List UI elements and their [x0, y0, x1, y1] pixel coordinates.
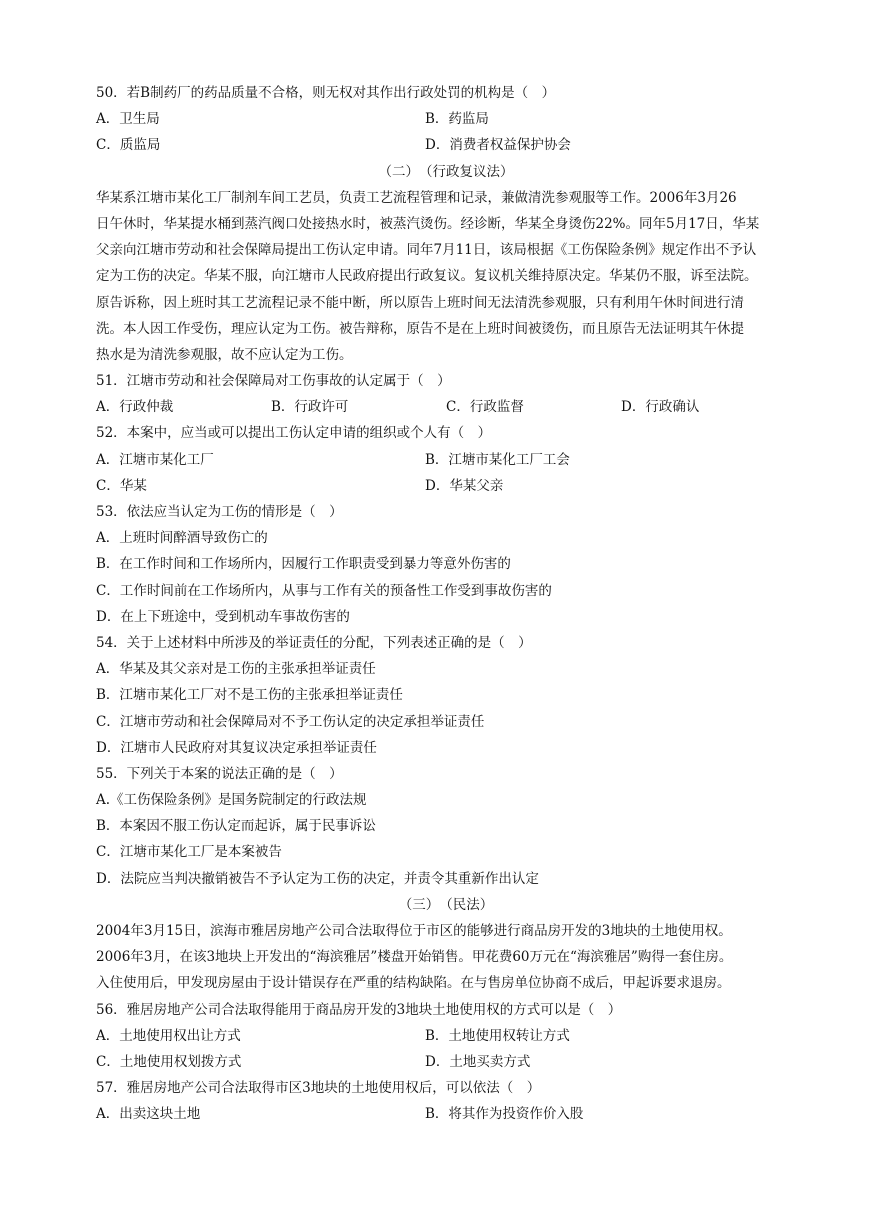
- question-55-option-c: C．江塘市某化工厂是本案被告: [96, 844, 282, 861]
- question-57-option-a: A．出卖这块土地: [96, 1106, 201, 1123]
- question-57-stem: 57．雅居房地产公司合法取得市区3地块的土地使用权后，可以依法（ ）: [96, 1080, 541, 1097]
- section-2-passage: [96, 185, 796, 368]
- passage-line: 洗。本人因工作受伤，理应认定为工伤。被告辩称，原告不是在上班时间被烫伤，而且原告无法证明其午休提: [96, 320, 744, 337]
- question-50-options-row-1: [96, 106, 796, 132]
- question-50-option-a: A．卫生局: [96, 111, 160, 128]
- question-55-option-d: D．法院应当判决撤销被告不予认定为工伤的决定，并责令其重新作出认定: [96, 870, 539, 887]
- question-50-option-b: B．药监局: [425, 111, 489, 128]
- question-54-option-c: C．江塘市劳动和社会保障局对不予工伤认定的决定承担举证责任: [96, 713, 485, 730]
- question-52-options-row-1: [96, 447, 796, 473]
- question-52-option-c: C．华某: [96, 477, 147, 494]
- question-56-stem: 56．雅居房地产公司合法取得能用于商品房开发的3地块土地使用权的方式可以是（ ）: [96, 1001, 622, 1018]
- passage-line: 2004年3月15日，滨海市雅居房地产公司合法取得位于市区的能够进行商品房开发的3地块的土地使用权。: [96, 923, 732, 939]
- passage-line: 2006年3月，在该3地块上开发出的“海滨雅居”楼盘开始销售。甲花费60万元在“海滨雅居”购得一套住房。: [96, 949, 733, 966]
- question-56-options-row-1: [96, 1023, 796, 1049]
- question-52-option-b: B．江塘市某化工厂工会: [425, 451, 570, 468]
- question-51-option-c: C．行政监督: [446, 399, 524, 416]
- passage-line: 父亲向江塘市劳动和社会保障局提出工伤认定申请。同年7月11日，该局根据《工伤保险条例》规定作出不予认: [96, 242, 757, 259]
- question-52-option-a: A．江塘市某化工厂: [96, 451, 214, 468]
- question-54-stem: 54．关于上述材料中所涉及的举证责任的分配，下列表述正确的是（ ）: [96, 634, 532, 651]
- question-50-option-d: D．消费者权益保护协会: [425, 137, 571, 154]
- question-55-option-b: B．本案因不服工伤认定而起诉，属于民事诉讼: [96, 818, 376, 835]
- question-54-option-d: D．江塘市人民政府对其复议决定承担举证责任: [96, 739, 377, 756]
- question-53-option-c: C．工作时间前在工作场所内，从事与工作有关的预备性工作受到事故伤害的: [96, 582, 552, 599]
- question-52-option-d: D．华某父亲: [425, 477, 504, 494]
- question-57-option-b: B．将其作为投资作价入股: [425, 1106, 584, 1123]
- question-53-stem: 53．依法应当认定为工伤的情形是（ ）: [96, 504, 343, 520]
- question-56-option-d: D．土地买卖方式: [425, 1053, 531, 1070]
- question-51-option-b: B．行政许可: [271, 399, 349, 416]
- question-52-stem: 52．本案中，应当或可以提出工伤认定申请的组织或个人有（ ）: [96, 425, 492, 442]
- section-3-title: （三） （民法）: [398, 896, 494, 913]
- question-51-options-row: [96, 394, 796, 420]
- section-2-title: （二） （行政复议法）: [378, 163, 514, 180]
- question-50-option-c: C．质监局: [96, 137, 161, 154]
- question-54-option-b: B．江塘市某化工厂对不是工伤的主张承担举证责任: [96, 687, 403, 704]
- question-56-options-row-2: [96, 1049, 796, 1075]
- question-51-stem: 51．江塘市劳动和社会保障局对工伤事故的认定属于（ ）: [96, 373, 451, 390]
- passage-line: 入住使用后，甲发现房屋由于设计错误存在严重的结构缺陷。在与售房单位协商不成后，甲起诉要求退房。: [96, 975, 731, 992]
- passage-line: 热水是为清洗参观服，故不应认定为工伤。: [96, 346, 353, 363]
- passage-line: 原告诉称，因上班时其工艺流程记录不能中断，所以原告上班时间无法清洗参观服，只有利用午休时间进行清: [96, 294, 744, 311]
- passage-line: 定为工伤的决定。华某不服，向江塘市人民政府提出行政复议。复议机关维持原决定。华某仍不服，诉至法院。: [96, 268, 758, 285]
- question-57-options-row-1: [96, 1101, 796, 1127]
- question-50-options-row-2: [96, 132, 796, 158]
- question-53-option-b: B．在工作时间和工作场所内，因履行工作职责受到暴力等意外伤害的: [96, 556, 511, 573]
- question-53-option-d: D．在上下班途中，受到机动车事故伤害的: [96, 608, 350, 625]
- question-56-option-a: A．土地使用权出让方式: [96, 1027, 241, 1044]
- exam-page: [96, 80, 796, 1128]
- question-54-option-a: A．华某及其父亲对是工伤的主张承担举证责任: [96, 661, 376, 678]
- question-55-option-a: A.《工伤保险条例》是国务院制定的行政法规: [96, 792, 367, 809]
- question-55-stem: 55．下列关于本案的说法正确的是（ ）: [96, 765, 343, 782]
- question-51-option-d: D．行政确认: [621, 399, 700, 416]
- question-56-option-b: B．土地使用权转让方式: [425, 1027, 570, 1044]
- passage-line: 日午休时，华某提水桶到蒸汽阀口处接热水时，被蒸汽烫伤。经诊断，华某全身烫伤22%。同年5月17日，华某: [96, 215, 760, 232]
- question-56-option-c: C．土地使用权划拨方式: [96, 1053, 242, 1070]
- question-53-option-a: A．上班时间醉酒导致伤亡的: [96, 530, 268, 547]
- question-52-options-row-2: [96, 473, 796, 499]
- question-50-stem: 50．若B制药厂的药品质量不合格，则无权对其作出行政处罚的机构是（ ）: [96, 85, 556, 101]
- passage-line: 华某系江塘市某化工厂制剂车间工艺员，负责工艺流程管理和记录，兼做清洗参观服等工作。2006年3月26: [96, 189, 737, 206]
- question-51-option-a: A．行政仲裁: [96, 399, 174, 416]
- section-3-passage: [96, 918, 796, 997]
